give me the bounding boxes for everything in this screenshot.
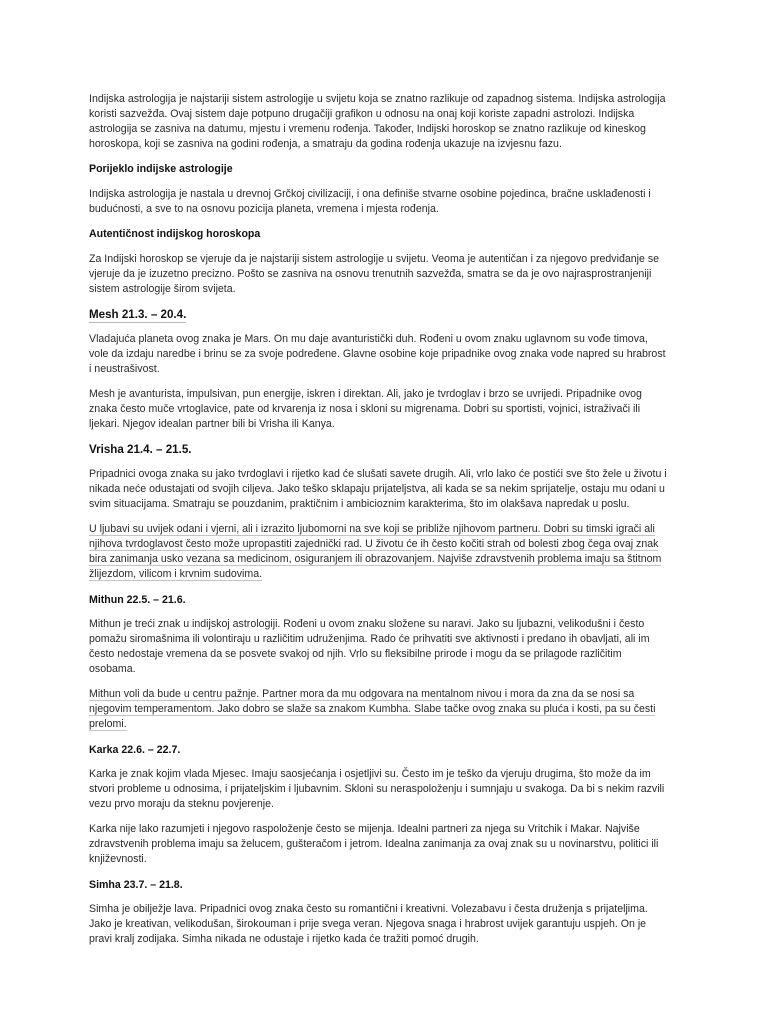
intro-paragraph: Indijska astrologija je najstariji sistem astrologije u svijetu koja se znatno razlikuje od zapadnog sistema. Indijska astrologija koristi sazvežđa. Ovaj sistem daje potpuno drugačiji grafikon u odnosu na onaj koji koriste zapadni astrolozi. Indijska astrologija se zasniva na datumu, mjestu i vremenu rođenja. Također, Indijski horoskop se znatno razlikuje od kineskog horoskopa, koji se zasniva na godini rođenja, a smatraju da godina rođenja ukazuje na izvjesnu fazu. — [89, 93, 666, 150]
mithun-paragraph-2-block — [89, 687, 669, 732]
document-body — [89, 92, 669, 957]
simha-paragraph-1: Simha je obilježje lava. Pripadnici ovog znaka često su romantični i kreativni. Volezabavu i česta druženja s prijateljima. Jako je kreativan, velikodušan, širokouman i prije svega veran. Njegova snaga i hrabrost uvijek garantuju uspjeh. On je pravi kralj zodijaka. Simha nikada ne odustaje i rijetko kada će tražiti pomoć drugih. — [89, 903, 648, 945]
vrisha-paragraph-1: Pripadnici ovoga znaka su jako tvrdoglavi i rijetko kad će slušati savete drugih. Ali, vrlo lako će postići sve što žele u životu i nikada neće odustajati od svojih ciljeva. Jako teško sklapaju prijateljstva, ali kada se sa nekim sprijatelje, ostaju mu odani u svim situacijama. Smatraju se pouzdanim, praktičnim i ambicioznim karakterima, što im olakšava napredak u poslu. — [89, 468, 667, 510]
simha-heading: Simha 23.7. – 21.8. — [89, 879, 183, 891]
vrisha-heading: Vrisha 21.4. – 21.5. — [89, 443, 192, 456]
mithun-paragraph-1: Mithun je treći znak u indijskoj astrologiji. Rođeni u ovom znaku složene su naravi. Jako su ljubazni, velikodušni i često pomažu siromašnima ili volontiraju u različitim udruženjima. Rado će prihvatiti sve aktivnosti i predano ih obavljati, ali im često nedostaje vremena da se posvete svakoj od njih. Vrlo su fleksibilne prirode i mogu da se prilagode različitim osobama. — [89, 618, 650, 675]
mithun-heading: Mithun 22.5. – 21.6. — [89, 594, 186, 606]
mesh-paragraph-2: Mesh je avanturista, impulsivan, pun energije, iskren i direktan. Ali, jako je tvrdoglav i brzo se uvrijedi. Pripadnike ovog znaka često muče vrtoglavice, pate od krvarenja iz nosa i skloni su migrenama. Dobri su sportisti, vojnici, istraživači ili ljekari. Njegov idealan partner bili bi Vrisha ili Kanya. — [89, 388, 642, 430]
mithun-paragraph-2: Mithun voli da bude u centru pažnje. Partner mora da mu odgovara na mentalnom nivou i mora da zna da se nosi sa njegovim temperamentom. Jako dobro se slaže sa znakom Kumbha. Slabe tačke ovog znaka su pluća i kosti, pa su česti prelomi. — [89, 688, 656, 730]
origin-heading: Porijeklo indijske astrologije — [89, 163, 233, 175]
vrisha-paragraph-2: U ljubavi su uvijek odani i vjerni, ali i izrazito ljubomorni na sve koji se približe njihovom partneru. Dobri su timski igrači ali njihova tvrdoglavost često može upropastiti zajednički rad. U životu će ih često kočiti strah od bolesti zbog čega ovaj znak bira zanimanja usko vezana sa medicinom, osiguranjem ili obrazovanjem. Najviše zdravstvenih problema imaju sa štitnom žlijezdom, vilicom i krvnim sudovima. — [89, 523, 662, 580]
vrisha-paragraph-2-block — [89, 522, 669, 582]
mesh-paragraph-1: Vladajuća planeta ovog znaka je Mars. On mu daje avanturistički duh. Rođeni u ovom znaku uglavnom su vođe timova, vole da izdaju naredbe i brinu se za svoje podređene. Glavne osobine koje pripadnike ovog znaka vode napred su hrabrost i neustrašivost. — [89, 333, 666, 375]
mesh-heading-text: Mesh 21.3. – 20.4. — [89, 308, 187, 321]
mesh-heading — [89, 307, 669, 323]
karka-heading: Karka 22.6. – 22.7. — [89, 744, 181, 756]
karka-paragraph-1: Karka je znak kojim vlada Mjesec. Imaju saosjećanja i osjetljivi su. Često im je teško da vjeruju drugima, što može da im stvori probleme u odnosima, i prijateljskim i ljubavnim. Skloni su neraspoloženju i sumnjaju u svakoga. Da bi s nekim razvili vezu prvo moraju da steknu povjerenje. — [89, 768, 665, 810]
authenticity-heading: Autentičnost indijskog horoskopa — [89, 228, 261, 240]
origin-paragraph: Indijska astrologija je nastala u drevnoj Grčkoj civilizaciji, i ona definiše stvarne osobine pojedinca, bračne usklađenosti i budućnosti, a sve to na osnovu pozicija planeta, vremena i mjesta rođenja. — [89, 188, 651, 215]
authenticity-paragraph: Za Indijski horoskop se vjeruje da je najstariji sistem astrologije u svijetu. Veoma je autentičan i za njegovo predviđanje se vjeruje da je izuzetno precizno. Pošto se zasniva na osnovu trenutnih sazvežđa, smatra se da je ovo najrasprostranjeniji sistem astrologije širom svijeta. — [89, 253, 660, 295]
karka-paragraph-2: Karka nije lako razumjeti i njegovo raspoloženje često se mijenja. Idealni partneri za njega su Vritchik i Makar. Najviše zdravstvenih problema imaju sa želucem, gušteračom i jetrom. Idealna zanimanja za ovaj znak su u novinarstvu, politici ili književnosti. — [89, 823, 659, 865]
